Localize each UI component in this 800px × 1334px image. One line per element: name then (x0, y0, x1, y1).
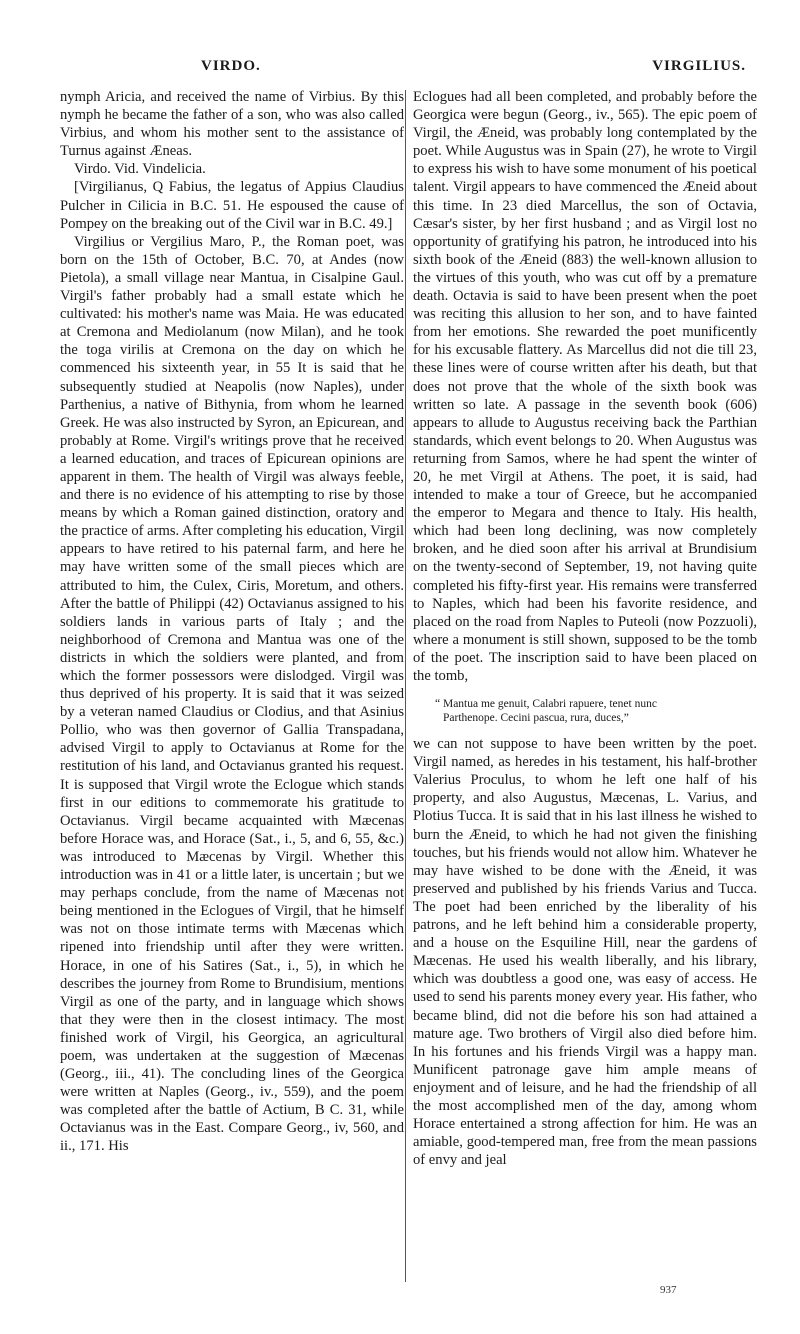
column-divider (405, 90, 406, 1282)
paragraph: nymph Aricia, and received the name of Virbius. By this nymph he became the father of a son, who was also called Virbius, and whom his mother sent to the assistance of Turnus against Æneas. (60, 89, 404, 160)
paragraph: Virgilius or Vergilius Maro, P., the Roman poet, was born on the 15th of October, B.C. 70, at Andes (now Pietola), a small village near Mantua, in Cisalpine Gaul. Virgil's father probably had a small estate which he cultivated: his mother's name was Maia. He was educated at Cremona and Mediolanum (now Milan), and he took the toga virilis at Cremona on the day on which he commenced his sixteenth year, in 55 It is said that he subsequently studied at Neapolis (now Naples), under Parthenius, a native of Bithynia, from whom he learned Greek. He was also instructed by Syron, an Epicurean, and probably at Rome. Virgil's writings prove that he received a learned education, and traces of Epicurean opinions are apparent in them. The health of Virgil was always feeble, and there is no evidence of his attempting to rise by those means by which a Roman gained distinction, oratory and the practice of arms. After completing his education, Virgil appears to have retired to his paternal farm, and here he may have written some of the small pieces which are attributed to him, the Culex, Ciris, Moretum, and others. After the battle of Philippi (42) Octavianus assigned to his soldiers lands in various parts of Italy ; and the neighborhood of Cremona and Mantua was one of the districts in which the soldiers were planted, and from which the former possessors were dislodged. Virgil was thus deprived of his property. It is said that it was seized by a veteran named Claudius or Clodius, and that Asinius Pollio, who was then governor of Gallia Transpadana, advised Virgil to apply to Octavianus at Rome for the restitution of his land, and Octavianus granted his request. It is supposed that Virgil wrote the Eclogue which stands first in our editions to commemorate his gratitude to Octavianus. Virgil became acquainted with Mæcenas before Horace was, and Horace (Sat., i., 5, and 6, 55, &c.) was introduced to Mæcenas by Virgil. Whether this introduction was in 41 or a little later, is uncertain ; but we may perhaps conclude, from the name of Mæcenas not being mentioned in the Eclogues of Virgil, that he himself was not on those intimate terms with Mæcenas which ripened into friendship until after they were written. Horace, in one of his Satires (Sat., i., 5), in which he describes the journey from Rome to Brundisium, mentions Virgil as one of the party, and in language which shows that they were then in the closest intimacy. The most finished work of Virgil, his Georgica, an agricultural poem, was undertaken at the suggestion of Mæcenas (Georg., iii., 41). The concluding lines of the Georgica were written at Naples (Georg., iv., 559), and the poem was completed after the battle of Actium, B C. 31, while Octavianus was in the East. Compare Georg., iv, 560, and ii., 171. His (60, 233, 404, 1155)
quote-line: Parthenope. Cecini pascua, rura, duces,” (443, 712, 629, 725)
running-header (56, 58, 756, 82)
page-number: 937 (660, 1284, 677, 1296)
paragraph: [Virgilianus, Q Fabius, the legatus of Appius Claudius Pulcher in Cilicia in B.C. 51. He espoused the cause of Pompey on the breaking out of the Civil war in B.C. 49.] (60, 179, 404, 232)
paragraph: we can not suppose to have been written by the poet. Virgil named, as heredes in his testament, his half-brother Valerius Proculus, to whom he left one half of his property, and also Augustus, Mæcenas, L. Varius, and Plotius Tucca. It is said that in his last illness he wished to burn the Æneid, to which he had not given the finishing touches, but his friends would not allow him. Whatever he may have wished to be done with the Æneid, it was preserved and published by his friends Varius and Tucca. The poet had been enriched by the liberality of his patrons, and he left behind him a considerable property, and a house on the Esquiline Hill, near the gardens of Mæcenas. He used his wealth liberally, and his library, which was doubtless a good one, was easy of access. He used to send his parents money every year. His father, who became blind, did not die before his son had attained a mature age. Two brothers of Virgil also died before him. In his fortunes and his friends Virgil was a happy man. Munificent patronage gave him ample means of enjoyment and of leisure, and he had the friendship of all the most accomplished men of the day, among whom Horace entertained a strong affection for him. He was an amiable, good-tempered man, free from the mean passions of envy and jeal (413, 736, 757, 1169)
paragraph: Eclogues had all been completed, and probably before the Georgica were begun (Georg., iv., 565). The epic poem of Virgil, the Æneid, was probably long contemplated by the poet. While Augustus was in Spain (27), he wrote to Virgil to express his wish to have some monument of his poetical talent. Virgil appears to have commenced the Æneid about this time. In 23 died Marcellus, the son of Octavia, Cæsar's sister, by her first husband ; and as Virgil lost no opportunity of gratifying his patron, he introduced into his sixth book of the Æneid (883) the well-known allusion to the virtues of this youth, who was cut off by a premature death. Octavia is said to have been present when the poet was reciting this allusion to her son, and to have fainted from her emotions. She rewarded the poet munificently for his excusable flattery. As Marcellus did not die till 23, these lines were of course written after his death, but that does not prove that the whole of the sixth book was written so late. A passage in the seventh book (606) appears to allude to Augustus receiving back the Parthian standards, which event belongs to 20. When Augustus was returning from Samos, where he had spent the winter of 20, he met Virgil at Athens. The poet, it is said, had intended to make a tour of Greece, but he accompanied the emperor to Megara and thence to Italy. His health, which had been long declining, was now completely broken, and he died soon after his arrival at Brundisium on the twenty-second of September, 19, not having quite completed his fifty-first year. His remains were transferred to Naples, which had been his favorite residence, and placed on the road from Naples to Puteoli (now Pozzuoli), where a monument is still shown, supposed to be the tomb of the poet. The inscription said to have been placed on the tomb, (413, 89, 757, 684)
paragraph: Virdo. Vid. Vindelicia. (74, 161, 206, 178)
quote-line: “ Mantua me genuit, Calabri rapuere, tenet nunc (435, 698, 657, 711)
left-column (60, 88, 404, 1156)
header-left: VIRDO. (201, 58, 261, 74)
inscription-quote (413, 697, 757, 725)
right-column (413, 88, 757, 1169)
header-right: VIRGILIUS. (652, 58, 746, 74)
